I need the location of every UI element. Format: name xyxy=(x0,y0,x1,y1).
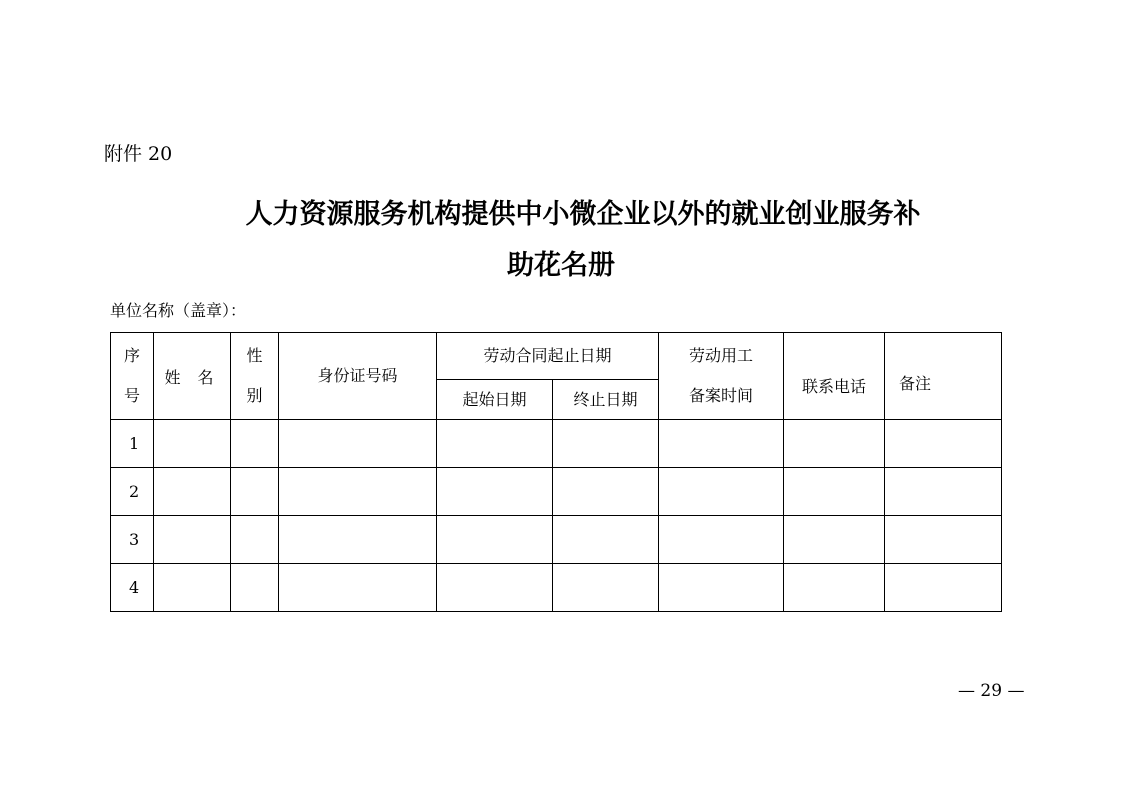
header-phone: 联系电话 xyxy=(784,333,885,420)
cell-id-number[interactable] xyxy=(279,420,437,468)
row-seq: 3 xyxy=(111,516,154,564)
cell-gender[interactable] xyxy=(231,516,279,564)
cell-id-number[interactable] xyxy=(279,516,437,564)
header-filing-time xyxy=(659,333,784,420)
header-id-number: 身份证号码 xyxy=(279,333,437,420)
row-seq: 4 xyxy=(111,564,154,612)
cell-phone[interactable] xyxy=(784,516,885,564)
cell-filing-time[interactable] xyxy=(659,468,784,516)
cell-remarks[interactable] xyxy=(885,516,1002,564)
cell-gender[interactable] xyxy=(231,468,279,516)
cell-gender[interactable] xyxy=(231,420,279,468)
cell-filing-time[interactable] xyxy=(659,564,784,612)
header-start-date: 起始日期 xyxy=(437,380,553,420)
table-row xyxy=(111,516,1002,564)
header-seq-char-1: 序 xyxy=(123,346,140,365)
cell-end-date[interactable] xyxy=(553,420,659,468)
cell-id-number[interactable] xyxy=(279,468,437,516)
document-title-line-2: 助花名册 xyxy=(507,250,615,281)
cell-remarks[interactable] xyxy=(885,564,1002,612)
cell-phone[interactable] xyxy=(784,468,885,516)
cell-filing-time[interactable] xyxy=(659,420,784,468)
cell-start-date[interactable] xyxy=(437,420,553,468)
header-gender xyxy=(231,333,279,420)
header-contract-dates: 劳动合同起止日期 xyxy=(437,333,659,380)
cell-phone[interactable] xyxy=(784,420,885,468)
header-gender-char-1: 性 xyxy=(246,346,263,365)
cell-filing-time[interactable] xyxy=(659,516,784,564)
table-row xyxy=(111,564,1002,612)
header-name: 姓 名 xyxy=(154,333,231,420)
header-seq xyxy=(111,333,154,420)
cell-end-date[interactable] xyxy=(553,516,659,564)
cell-start-date[interactable] xyxy=(437,516,553,564)
cell-gender[interactable] xyxy=(231,564,279,612)
row-seq: 2 xyxy=(111,468,154,516)
unit-name-label: 单位名称（盖章）： xyxy=(110,301,247,320)
cell-name[interactable] xyxy=(154,420,231,468)
cell-id-number[interactable] xyxy=(279,564,437,612)
table-row xyxy=(111,468,1002,516)
table-row xyxy=(111,420,1002,468)
cell-start-date[interactable] xyxy=(437,564,553,612)
cell-remarks[interactable] xyxy=(885,468,1002,516)
header-end-date: 终止日期 xyxy=(553,380,659,420)
cell-end-date[interactable] xyxy=(553,468,659,516)
cell-name[interactable] xyxy=(154,516,231,564)
cell-phone[interactable] xyxy=(784,564,885,612)
attachment-label: 附件 20 xyxy=(104,143,173,165)
header-remarks: 备注 xyxy=(885,333,1002,420)
header-filing-line-1: 劳动用工 xyxy=(689,346,754,365)
table-header-row xyxy=(111,333,1002,380)
page-number: — 29 — xyxy=(958,681,1025,701)
cell-name[interactable] xyxy=(154,564,231,612)
cell-remarks[interactable] xyxy=(885,420,1002,468)
cell-name[interactable] xyxy=(154,468,231,516)
header-filing-line-2: 备案时间 xyxy=(689,386,754,405)
cell-end-date[interactable] xyxy=(553,564,659,612)
roster-table xyxy=(110,332,1002,612)
document-title-line-1: 人力资源服务机构提供中小微企业以外的就业创业服务补 xyxy=(245,199,921,230)
header-gender-char-2: 别 xyxy=(246,386,263,405)
cell-start-date[interactable] xyxy=(437,468,553,516)
header-seq-char-2: 号 xyxy=(123,386,140,405)
row-seq: 1 xyxy=(111,420,154,468)
